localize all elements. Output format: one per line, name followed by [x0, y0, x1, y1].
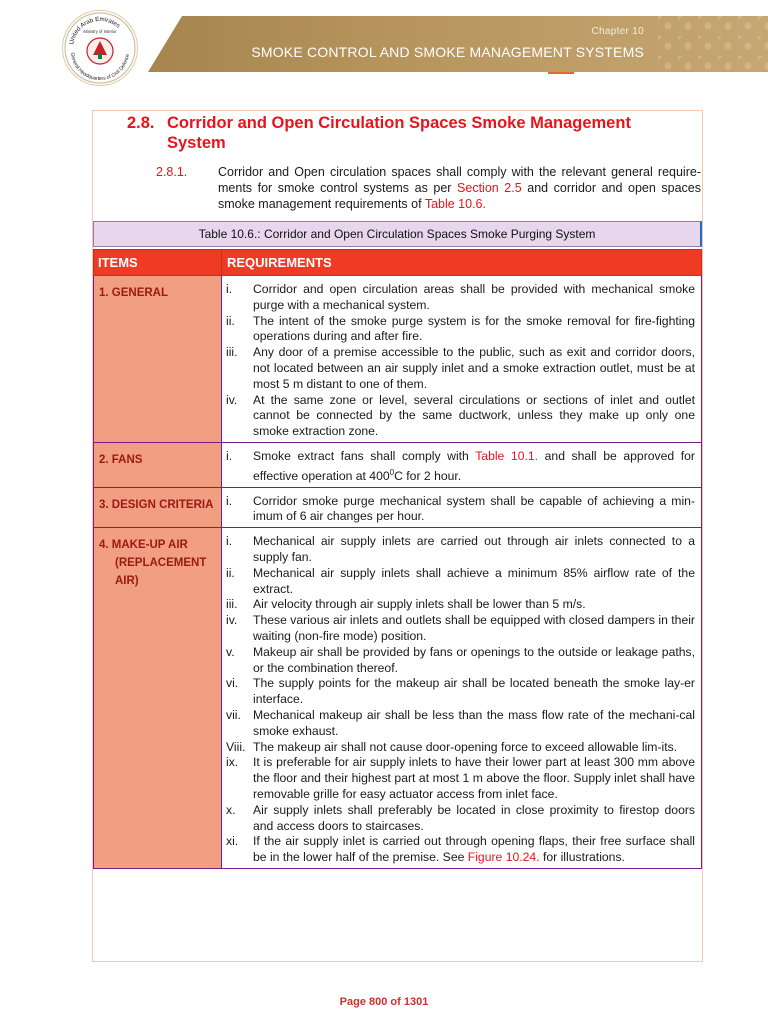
requirements-cell [222, 442, 702, 487]
requirements-table [93, 249, 702, 869]
list-item [226, 597, 695, 613]
list-item [226, 613, 695, 645]
list-item [226, 645, 695, 677]
list-text: The intent of the smoke purge system is for the smoke removal for fire-fighting operations during and after fire. [253, 313, 695, 344]
page-header [0, 0, 768, 92]
table-title: Table 10.6.: Corridor and Open Circulation Spaces Smoke Purging System [93, 221, 702, 247]
list-marker: iii. [226, 345, 238, 360]
table-10-1-link[interactable]: Table 10.1. [475, 448, 539, 463]
table-row [94, 442, 702, 487]
list-text: Mechanical air supply inlets shall achieve a minimum 85% airflow rate of the extract. [253, 565, 695, 596]
requirements-cell [222, 276, 702, 443]
list-marker: xi. [226, 834, 239, 849]
requirements-cell [222, 528, 702, 869]
fans-text-c: C for 2 hour. [394, 468, 462, 483]
table-row [94, 528, 702, 869]
list-item [226, 708, 695, 740]
list-marker: v. [226, 644, 235, 659]
item-fans: 2. FANS [94, 442, 222, 487]
page-number: Page 800 of 1301 [339, 996, 429, 1008]
list-marker: vii. [226, 707, 241, 722]
clause-text [218, 164, 701, 212]
list-item [226, 534, 695, 566]
list-marker: ii. [226, 565, 235, 580]
list-marker: i. [226, 282, 233, 296]
list-item [226, 834, 695, 866]
item-design-criteria: 3. DESIGN CRITERIA [94, 487, 222, 528]
list-text: Air velocity through air supply inlets shall be lower than 5 m/s. [253, 597, 586, 612]
list-text: Mechanical makeup air shall be less than the mass flow rate of the mechani-cal smoke exhaust. [253, 707, 695, 738]
list-marker: ix. [226, 755, 239, 770]
list-item [226, 314, 695, 346]
list-text: Any door of a premise accessible to the public, such as exit and corridor doors, not located between an air supply inlet and a smoke extraction outlet, must be at most 5 m distant to one of them. [253, 345, 695, 391]
list-marker: x. [226, 802, 236, 817]
list-text: The makeup air shall not cause door-opening force to exceed allowable lim-its. [253, 739, 678, 754]
section-title-line1: Corridor and Open Circulation Spaces Smoke Management [167, 114, 631, 132]
list-marker: i. [226, 493, 233, 508]
requirements-header: REQUIREMENTS [222, 250, 702, 276]
list-text: It is preferable for air supply inlets to have their lower part at least 300 mm above the floor and their highest part at most 1 m above the floor. Supply inlet shall have removable grille for easy actuator access from inlet face. [253, 755, 695, 801]
list-item [226, 803, 695, 835]
item-label-line3: AIR) [115, 575, 139, 588]
table-link[interactable]: Table 10.6. [424, 197, 486, 211]
list-text: These various air inlets and outlets shall be equipped with closed dampers in their waiting (non-fire mode) position. [253, 613, 695, 643]
list-marker: iii. [226, 597, 238, 612]
list-text: Corridor smoke purge mechanical system shall be capable of achieving a min-imum of 6 air changes per hour. [253, 493, 695, 524]
list-item [226, 740, 695, 756]
list-text: Corridor and open circulation areas shall be provided with mechanical smoke purge with a mechanical system. [253, 282, 695, 312]
list-marker: Viii. [226, 739, 246, 754]
list-text: At the same zone or level, several circulations or sections of inlet and outlet cannot be connected by the same ductwork, unless they make up only one smoke extraction zone. [253, 392, 695, 439]
section-number: 2.8. [127, 114, 155, 132]
table-header-row [94, 250, 702, 276]
logo-text-top: United Arab Emirates [68, 15, 122, 46]
list-text: The supply points for the makeup air shall be located beneath the smoke lay-er interface. [253, 676, 695, 707]
items-header: ITEMS [94, 250, 222, 276]
fans-text-b: and shall be approved for effective operation at 400 [253, 448, 695, 483]
list-item [226, 566, 695, 598]
section-title-line2: System [167, 134, 226, 152]
list-marker: i. [226, 534, 233, 549]
figure-link[interactable]: Figure 10.24. [467, 850, 540, 865]
list-item [226, 449, 695, 485]
list-item [226, 755, 695, 802]
header-accent-line [548, 72, 574, 74]
list-item [226, 393, 695, 440]
list-marker: iv. [226, 392, 238, 407]
list-marker: vi. [226, 676, 239, 691]
list-text [253, 449, 695, 485]
banner-pattern [658, 16, 768, 72]
civil-defence-logo [62, 10, 138, 86]
clause-number: 2.8.1. [156, 165, 188, 179]
item-label-line2: (REPLACEMENT [115, 557, 207, 570]
list-marker: i. [226, 448, 233, 463]
list-marker: iv. [226, 613, 238, 628]
chapter-title: SMOKE CONTROL AND SMOKE MANAGEMENT SYSTEMS [251, 44, 644, 60]
section-heading [127, 113, 687, 153]
list-text: Mechanical air supply inlets are carried out through air inlets connected to a supply fan. [253, 534, 695, 565]
list-marker: ii. [226, 313, 235, 328]
item-label-line1: 4. MAKE-UP AIR [99, 539, 188, 552]
list-item [226, 676, 695, 708]
degree-superscript: 0 [389, 467, 395, 477]
clause-2-8-1 [156, 164, 701, 212]
fans-text-a: Smoke extract fans shall comply with [253, 448, 476, 463]
list-item [226, 494, 695, 526]
list-text [253, 834, 695, 866]
item-make-up-air [94, 528, 222, 869]
list-item [226, 282, 695, 314]
logo-text-mid: Ministry of Interior [83, 29, 117, 34]
last-text-b: for illustrations. [539, 850, 625, 865]
list-text: Air supply inlets shall preferably be located in close proximity to firestop doors and access doors to staircases. [253, 802, 695, 833]
clause-text-a: Corridor and Open circulation spaces shall comply with the relevant general require-ments for smoke control systems as per [218, 165, 701, 195]
list-text: Makeup air shall be provided by fans or openings to the outside or leakage paths, or the combination thereof. [253, 644, 695, 675]
item-general: 1. GENERAL [94, 276, 222, 443]
list-item [226, 345, 695, 392]
last-text-a: If the air supply inlet is carried out through opening flaps, their free surface shall be in the lower half of the premise. See [253, 834, 695, 865]
requirements-cell [222, 487, 702, 528]
clause-text-b: and corridor and open spaces smoke management requirements of [218, 181, 701, 211]
section-link[interactable]: Section 2.5 [457, 181, 522, 195]
chapter-label: Chapter 10 [591, 26, 644, 37]
logo-text-bottom: General Headquarters of Civil Defence [69, 52, 131, 83]
table-row [94, 487, 702, 528]
table-row [94, 276, 702, 443]
